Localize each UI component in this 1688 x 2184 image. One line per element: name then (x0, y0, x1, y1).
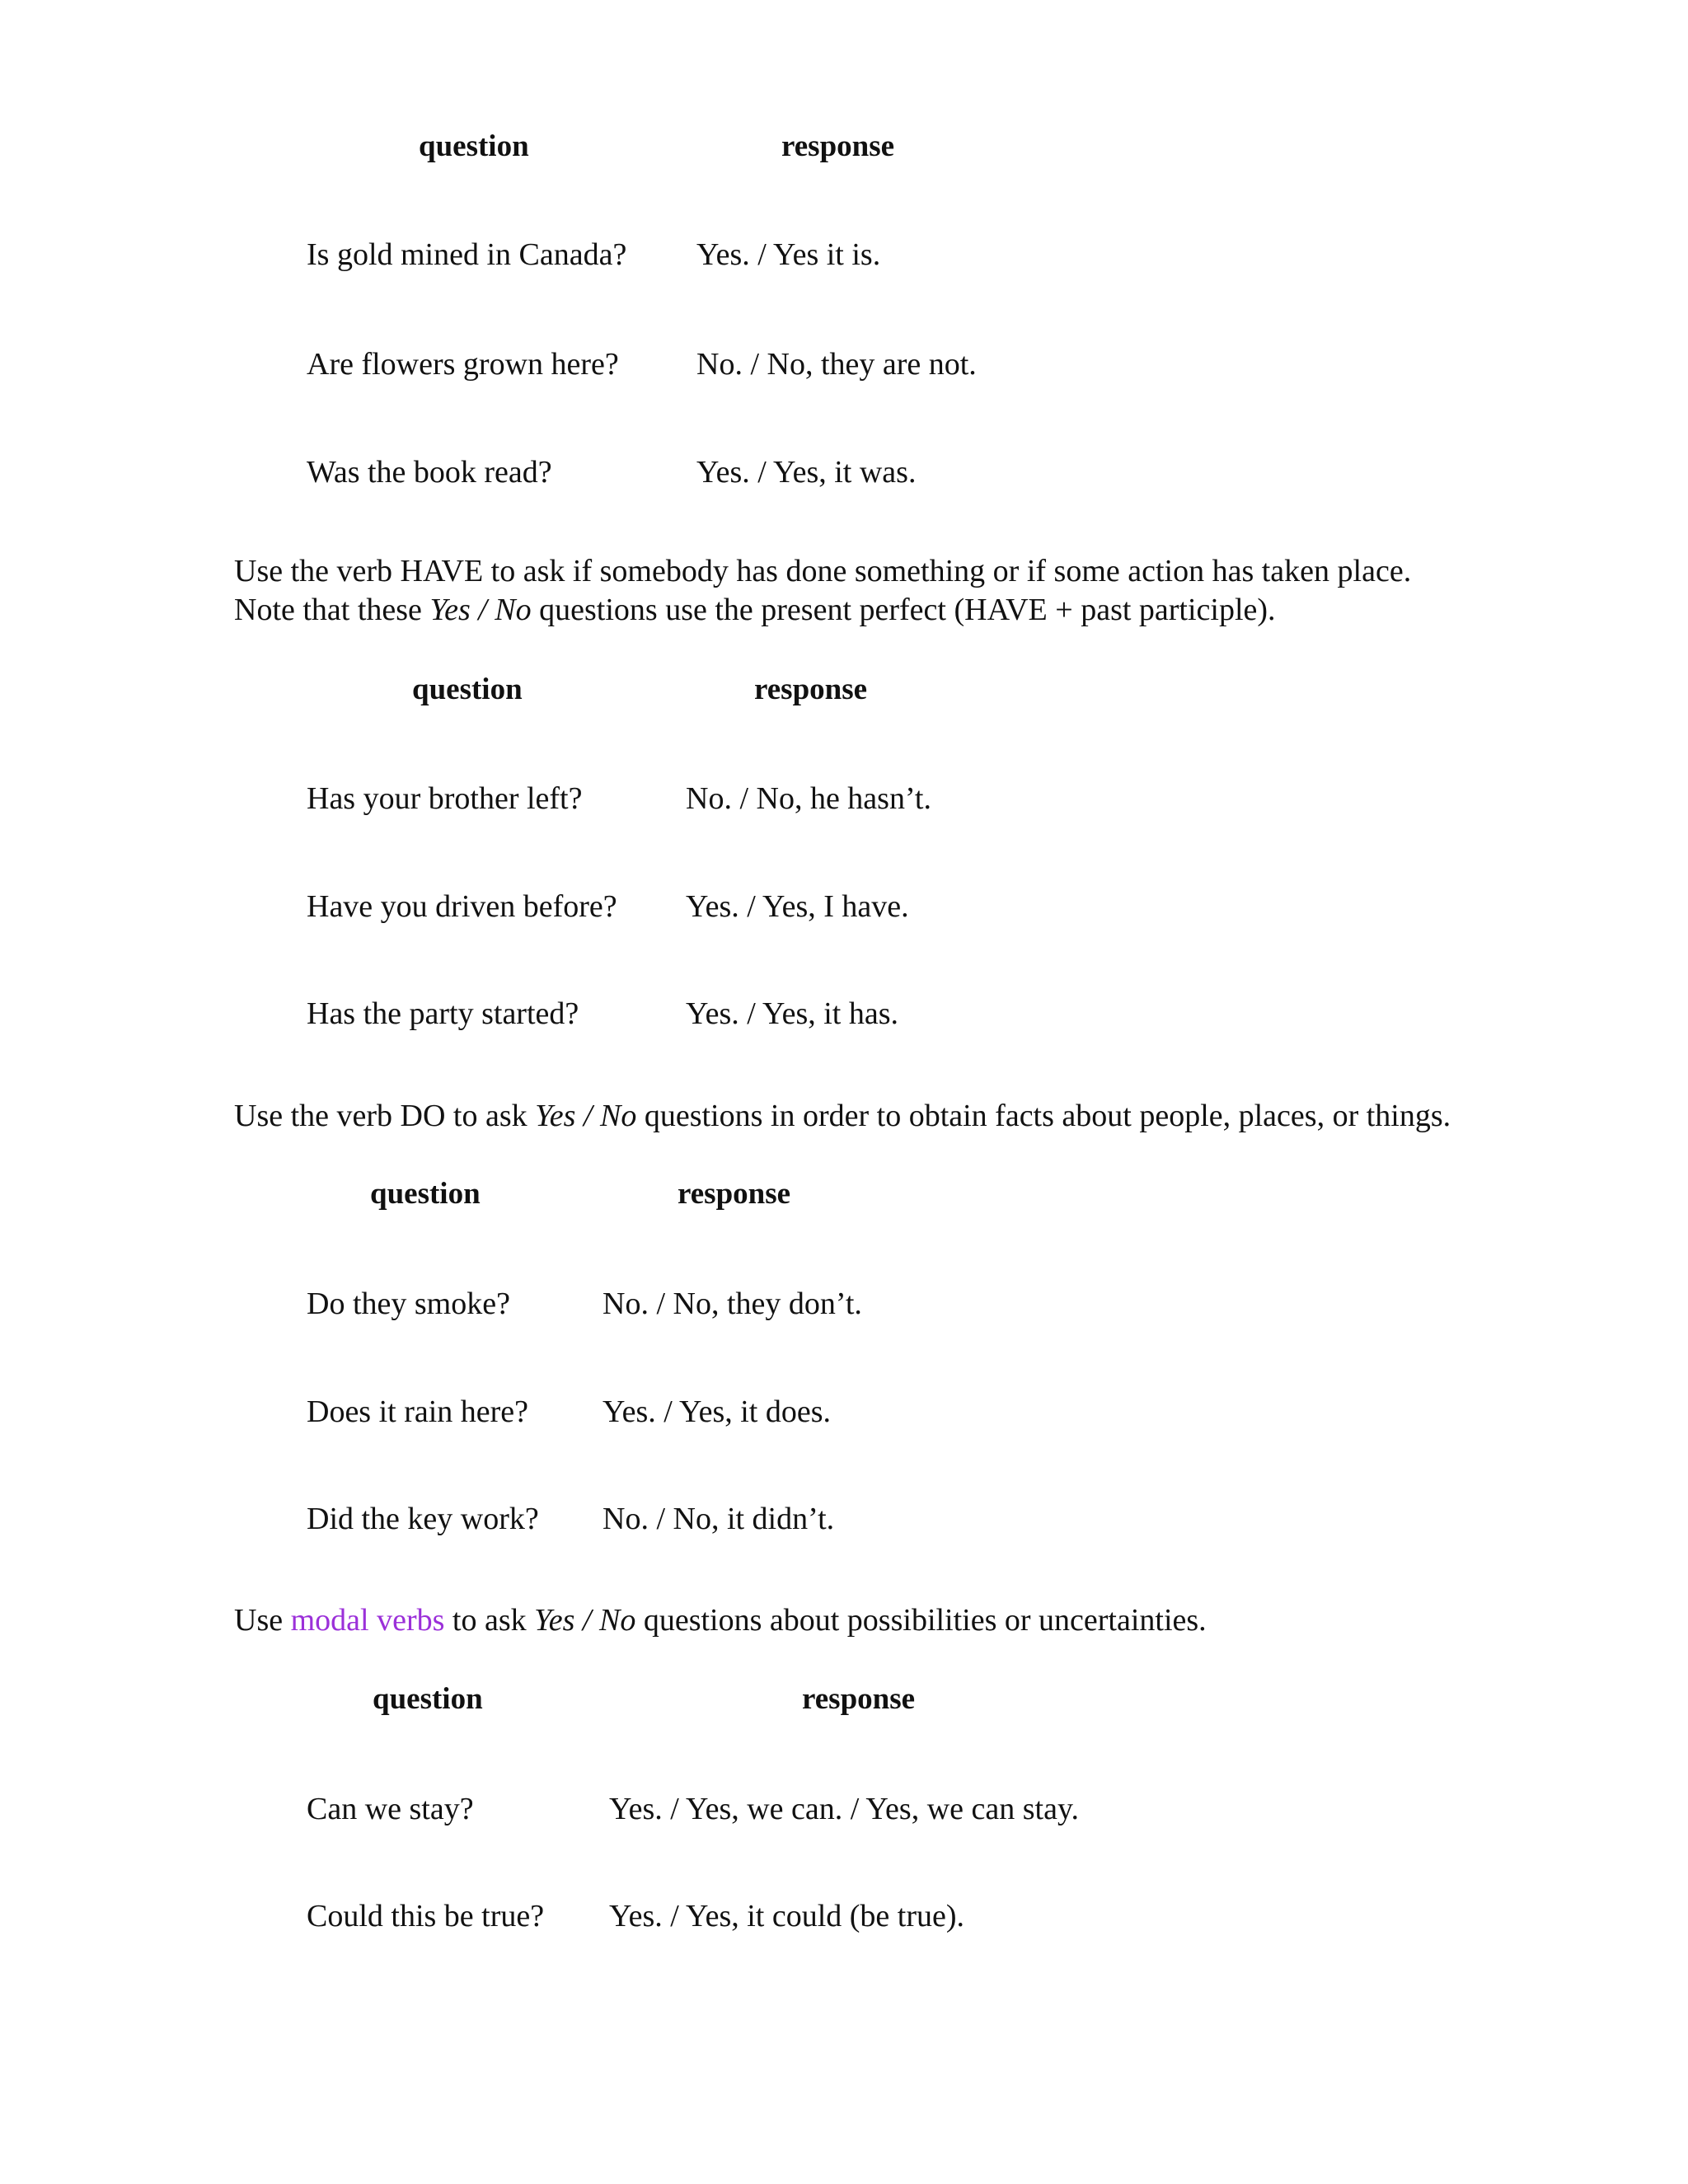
have-intro-line2: Note that these Yes / No questions use the present perfect (HAVE + past participle). (234, 593, 1276, 627)
table4-row1-question: Can we stay? (307, 1792, 474, 1826)
table4-question-header: question (373, 1682, 483, 1716)
table3-row1-response: No. / No, they don’t. (603, 1286, 862, 1321)
table3-row2-response: Yes. / Yes, it does. (603, 1394, 832, 1429)
table2-question-header: question (412, 673, 523, 706)
table2-row3-question: Has the party started? (307, 996, 579, 1031)
table1-row2-question: Are flowers grown here? (307, 347, 619, 382)
table1-row1-response: Yes. / Yes it is. (696, 237, 881, 272)
table4-response-header: response (802, 1682, 916, 1716)
table3-row3-question: Did the key work? (307, 1502, 539, 1536)
modal-intro: Use modal verbs to ask Yes / No questions about possibilities or uncertainties. (234, 1603, 1207, 1638)
table2-row2-response: Yes. / Yes, I have. (686, 889, 909, 924)
table2-row3-response: Yes. / Yes, it has. (686, 996, 899, 1031)
table1-row1-question: Is gold mined in Canada? (307, 237, 627, 272)
table1-row3-response: Yes. / Yes, it was. (696, 455, 917, 490)
modal-verbs-link[interactable]: modal verbs (290, 1603, 445, 1638)
table1-question-header: question (419, 129, 529, 163)
table1-row3-question: Was the book read? (307, 455, 552, 490)
table1-response-header: response (781, 129, 895, 163)
table1-row2-response: No. / No, they are not. (696, 347, 977, 382)
table2-row1-response: No. / No, he hasn’t. (686, 781, 931, 816)
table2-row2-question: Have you driven before? (307, 889, 617, 924)
table3-row2-question: Does it rain here? (307, 1394, 529, 1429)
table4-row2-response: Yes. / Yes, it could (be true). (609, 1899, 965, 1933)
table3-response-header: response (678, 1177, 791, 1211)
table4-row2-question: Could this be true? (307, 1899, 545, 1933)
do-intro: Use the verb DO to ask Yes / No questions in order to obtain facts about people, places, or things. (234, 1099, 1451, 1133)
table2-row1-question: Has your brother left? (307, 781, 583, 816)
table2-response-header: response (754, 673, 868, 706)
table3-question-header: question (370, 1177, 481, 1211)
have-intro-line1: Use the verb HAVE to ask if somebody has done something or if some action has taken place. (234, 554, 1412, 588)
table3-row1-question: Do they smoke? (307, 1286, 510, 1321)
table4-row1-response: Yes. / Yes, we can. / Yes, we can stay. (609, 1792, 1079, 1826)
table3-row3-response: No. / No, it didn’t. (603, 1502, 835, 1536)
